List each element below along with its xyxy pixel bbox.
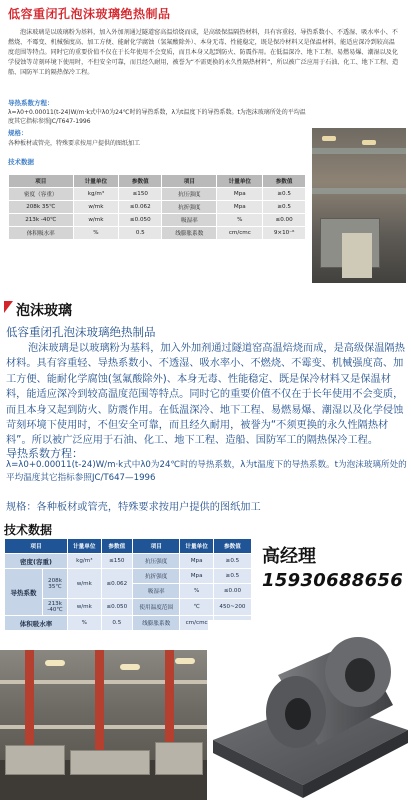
cell: 抗折强度 [133, 569, 180, 584]
factory-photo [0, 650, 207, 800]
cell: ≥0.5 [263, 188, 306, 201]
top-brochure [0, 0, 411, 285]
conductivity-label: 导热系数方程： [6, 447, 83, 460]
th: 参数值 [119, 175, 162, 188]
cell: 抗压强度 [162, 188, 217, 201]
cell: 线膨胀系数 [162, 227, 217, 240]
cell: Mpa [217, 201, 263, 214]
cell: 吸湿率 [162, 214, 217, 227]
cell: w/mk [68, 599, 102, 616]
cell: % [68, 616, 102, 631]
product-subtitle: 低容重闭孔泡沫玻璃绝热制品 [6, 325, 156, 339]
cell: 线膨胀系数 [133, 616, 180, 631]
top-body-text: 泡沫玻璃是以玻璃粉为基料，加入外加剂通过隧道窑高温焙烧而成，是高级保温隔热材料，具有容重轻、导热系数小、不透湿、吸水率小、不燃烧、不霉变、机械强度高、加工方便、能耐化学腐蚀（氢氟酸除外）、本身无毒、性能稳定，既是保冷材料又是保温材料，能适应深冷到较高温度范围等特点。同时它的重要价值不仅在于长年使用不会变质，而且本身又起到防火、防震作用。在低温深冷、地下工程、易燃易爆、潮湿以及化学侵蚀等苛刻环境下使用时，不但安全可靠，而且经久耐用，被誉为“不需更换的永久性隔热材料”，所以被广泛应用于石油、化工、地下工程、造船、国防军工的隔热保冷工程。 [8, 29, 399, 76]
table-row [9, 227, 306, 240]
top-tech-table [8, 174, 306, 240]
section-banner-title: 泡沫玻璃 [16, 303, 72, 319]
cell: 密度（容重） [9, 188, 74, 201]
th: 计量单位 [217, 175, 263, 188]
cell: % [180, 584, 214, 599]
cell: 213k -40℃ [9, 214, 74, 227]
cell: 208k 35℃ [9, 201, 74, 214]
cell: 使用温度范围 [133, 599, 180, 616]
pipe-bore [345, 658, 375, 692]
cell: ≤0.00 [263, 214, 306, 227]
th: 计量单位 [68, 539, 102, 554]
table-row [5, 554, 252, 569]
cell: 9×10⁻⁶ [263, 227, 306, 240]
cell: w/mk [73, 201, 119, 214]
th: 项目 [162, 175, 217, 188]
cell: ≥0.5 [213, 569, 251, 584]
cell: % [217, 214, 263, 227]
conductivity-formula: λ=λ0+0.00011(t-24)W/m·k式中λ0为24℃时的导热系数，λ为t温度下的导热系数。t为泡沫玻璃所处的平均温度其它指标参照JC/T647—1996 [6, 460, 407, 483]
th: 参数值 [213, 539, 251, 554]
top-spec-label: 规格： [8, 129, 28, 137]
cell: kg/m³ [73, 188, 119, 201]
cell-line: -40℃ [47, 607, 63, 613]
cell: 0.5 [119, 227, 162, 240]
product-description: 泡沫玻璃是以玻璃粉为基料，加入外加剂通过隧道窑高温焙烧而成，是高级保温隔热材料。具有容重轻、导热系数小、不透湿、吸水率小、不燃烧、不霉变、机械强度高、加工方便、能耐化学腐蚀(氢氟酸除外)、本身无毒、性能稳定、既是保冷材料又是保温材料，能适应深冷到较高温度范围等特点。同时它的重要价值不仅在于长年使用不会变质，而且本身又起到防火、防震作用。在低温深冷、地下工程、易燃易爆、潮湿以及化学侵蚀苛刻环境下使用时，不但安全可靠，而且经久耐用，被誉为“不须更换的永久性隔热材料”。所以被广泛应用于石油、化工、地下工程、造船、国防军工的隔热保冷工程。 [6, 343, 405, 447]
cell: w/mk [73, 214, 119, 227]
cell: ≤0.00 [213, 584, 251, 599]
th: 项目 [133, 539, 180, 554]
cell-line: 35℃ [48, 583, 62, 590]
cell: ≤0.062 [119, 201, 162, 214]
cell: cm/cmc [217, 227, 263, 240]
cell: Mpa [180, 569, 214, 584]
table-row [5, 599, 252, 616]
cell: 密度(容重) [5, 554, 68, 569]
cell: ℃ [180, 599, 214, 616]
cell: w/mk [68, 569, 102, 599]
top-spec: 各种板材或管壳，特殊要求按用户提供的图纸加工 [8, 140, 141, 147]
cell: ≤150 [119, 188, 162, 201]
cell: 吸湿率 [133, 584, 180, 599]
top-title: 低容重闭孔泡沫玻璃绝热制品 [8, 7, 171, 21]
cell-line: 213k [48, 601, 62, 607]
cell: ≥0.5 [213, 554, 251, 569]
spec-text: 规格：各种板材或管壳，特殊要求按用户提供的图纸加工 [6, 502, 261, 513]
top-formula: λ=λ0+0.00011(t-24)W/m·k式中λ0为24℃时的导热系数，λ为t温度下的导热系数。t为泡沫玻璃所处的平均温度其它指标参照JC/T647-1996 [8, 109, 306, 125]
kiln-photo [312, 128, 406, 283]
cell-line: 208k [48, 577, 62, 584]
cell [42, 569, 67, 599]
cell: Mpa [217, 188, 263, 201]
th: 项目 [9, 175, 74, 188]
table-row [5, 569, 252, 584]
cell: ≤0.062 [101, 569, 133, 599]
table-row [9, 188, 306, 201]
th: 参数值 [101, 539, 133, 554]
banner-accent-icon [4, 301, 13, 313]
th: 参数值 [263, 175, 306, 188]
cell: 体积吸水率 [5, 616, 68, 631]
th: 计量单位 [180, 539, 214, 554]
cell: kg/m³ [68, 554, 102, 569]
cell: 抗压强度 [133, 554, 180, 569]
cell: ≤0.050 [119, 214, 162, 227]
top-tech-label: 技术数据 [8, 158, 34, 166]
contact-name: 高经理 [262, 546, 316, 567]
th: 项目 [5, 539, 68, 554]
pipe-front-bore [285, 698, 311, 730]
cell: ≤0.050 [101, 599, 133, 616]
th: 计量单位 [73, 175, 119, 188]
top-conductivity-label: 导热系数方程： [8, 99, 54, 107]
foam-glass-product-photo [208, 620, 411, 800]
cell: 抗折强度 [162, 201, 217, 214]
tech-data-title: 技术数据 [4, 523, 53, 537]
table-row [9, 214, 306, 227]
foam-glass-shapes [208, 620, 411, 800]
cell: 导热系数 [5, 569, 43, 616]
cell: cm/cmc [180, 616, 214, 631]
cell: Mpa [180, 554, 214, 569]
table-row [9, 201, 306, 214]
cell: 体积吸水率 [9, 227, 74, 240]
cell [42, 599, 67, 616]
cell: % [73, 227, 119, 240]
contact-phone[interactable]: 15930688656 [262, 570, 404, 591]
cell: ≥0.5 [263, 201, 306, 214]
cell: ≤150 [101, 554, 133, 569]
tech-data-table [4, 538, 252, 631]
cell: 0.5 [101, 616, 133, 631]
cell: 450~200 [213, 599, 251, 616]
